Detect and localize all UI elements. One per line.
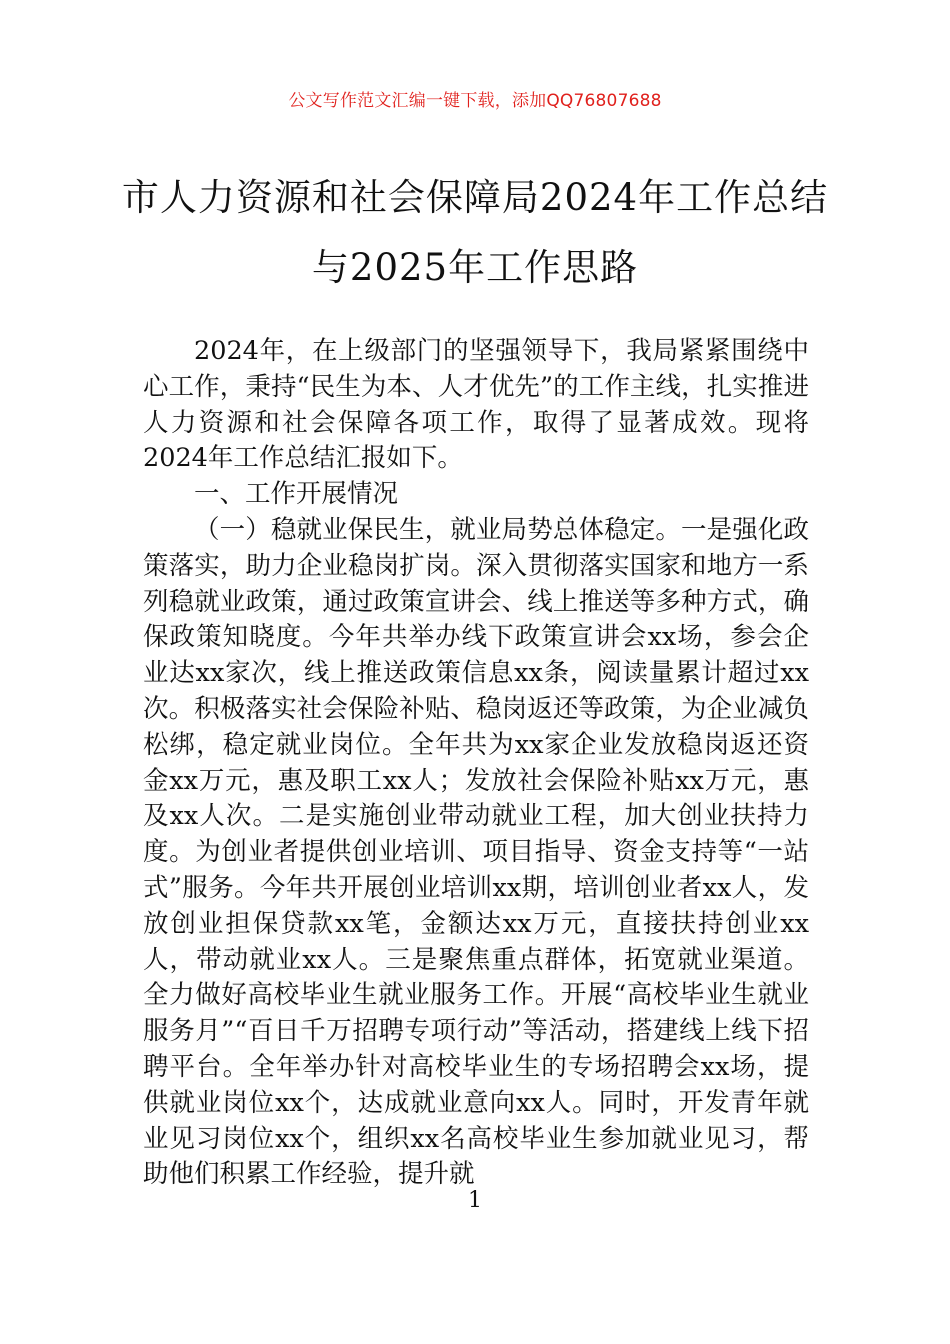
body-paragraph: （一）稳就业保民生，就业局势总体稳定。一是强化政策落实，助力企业稳岗扩岗。深入贯彻落实国家和地方一系列稳就业政策，通过政策宣讲会、线上推送等多种方式，确保政策知晓度。今年共举办线下政策宣讲会xx场，参会企业达xx家次，线上推送政策信息xx条，阅读量累计超过xx次。积极落实社会保险补贴、稳岗返还等政策，为企业减负松绑，稳定就业岗位。全年共为xx家企业发放稳岗返还资金xx万元，惠及职工xx人；发放社会保险补贴xx万元，惠及xx人次。二是实施创业带动就业工程，加大创业扶持力度。为创业者提供创业培训、项目指导、资金支持等“一站式”服务。今年共开展创业培训xx期，培训创业者xx人，发放创业担保贷款xx笔，金额达xx万元，直接扶持创业xx人，带动就业xx人。三是聚焦重点群体，拓宽就业渠道。全力做好高校毕业生就业服务工作。开展“高校毕业生就业服务月”“百日千万招聘专项行动”等活动，搭建线上线下招聘平台。全年举办针对高校毕业生的专场招聘会xx场，提供就业岗位xx个，达成就业意向xx人。同时，开发青年就业见习岗位xx个，组织xx名高校毕业生参加就业见习，帮助他们积累工作经验，提升就 [143, 514, 809, 1190]
section-heading: 一、工作开展情况 [194, 479, 399, 510]
document-body [143, 334, 809, 1193]
header-promo-note: 公文写作范文汇编一键下载，添加QQ76807688 [288, 91, 662, 111]
page-number: 1 [468, 1188, 482, 1213]
document-title-line-2: 与2025年工作思路 [311, 246, 639, 289]
intro-paragraph: 2024年，在上级部门的坚强领导下，我局紧紧围绕中心工作，秉持“民生为本、人才优先”的工作主线，扎实推进人力资源和社会保障各项工作，取得了显著成效。现将2024年工作总结汇报如下。 [143, 336, 809, 474]
document-title-line-1: 市人力资源和社会保障局2024年工作总结 [121, 176, 829, 219]
